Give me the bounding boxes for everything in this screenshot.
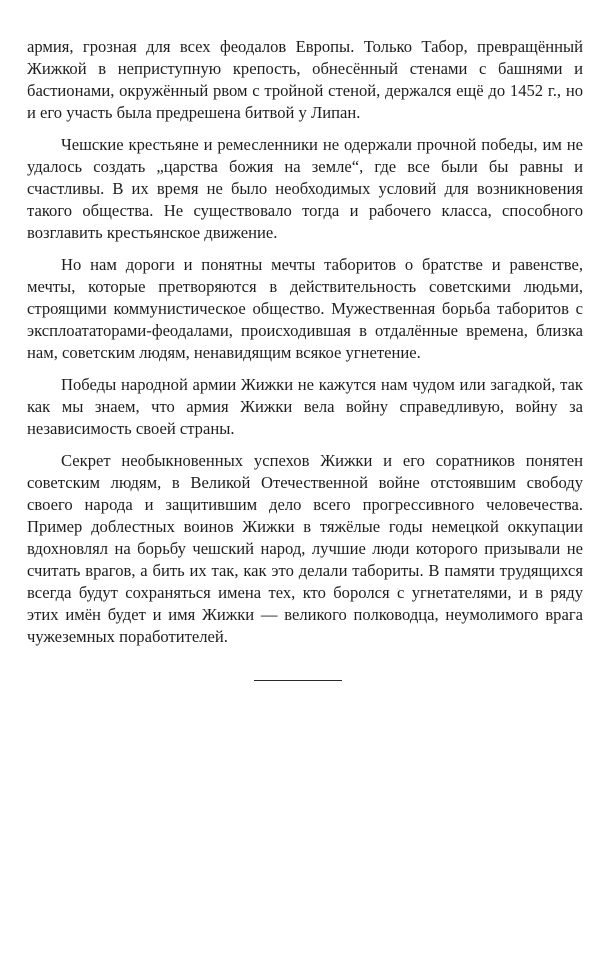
body-text xyxy=(27,36,583,658)
paragraph-secret: Секрет необыкновенных успехов Жижки и его соратников понятен советским людям, в Великой Отечественной войне отстоявшим свободу своего народа и защитившим дело всего прогрессивного человечества. Пример доблестных воинов Жижки в тяжёлые годы немецкой оккупации вдохновлял на борьбу чешский народ, лучшие люди которого призывали не считать врагов, а бить их так, как это делали табориты. В памяти трудящихся всегда будут сохраняться имена тех, кто боролся с угнетателями, и в ряду этих имён будет и имя Жижки — великого полководца, неумолимого врага чужеземных поработителей. xyxy=(27,451,583,646)
end-of-chapter-rule xyxy=(254,680,342,681)
paragraph-peasants: Чешские крестьяне и ремесленники не одержали прочной победы, им не удалось создать „царства божия на земле“, где все были бы равны и счастливы. В их время не было необходимых условий для возникновения такого общества. Не существовало тогда и рабочего класса, способного возглавить крестьянское движение. xyxy=(27,135,583,242)
paragraph-victories: Победы народной армии Жижки не кажутся нам чудом или загадкой, так как мы знаем, что армия Жижки вела войну справедливую, войну за независимость своей страны. xyxy=(27,375,583,438)
paragraph-continued: армия, грозная для всех феодалов Европы. Только Табор, превращённый Жижкой в неприступную крепость, обнесённый стенами с башнями и бастионами, окружённый рвом с тройной стеной, держался ещё до 1452 г., но и его участь была предрешена битвой у Липан. xyxy=(27,37,583,122)
paragraph-dreams: Но нам дороги и понятны мечты таборитов о братстве и равенстве, мечты, которые претворяются в действительность советскими людьми, строящими коммунистическое общество. Мужественная борьба таборитов с эксплоататорами-феодалами, происходившая в отдалённые времена, близка нам, советским людям, ненавидящим всякое угнетение. xyxy=(27,255,583,362)
